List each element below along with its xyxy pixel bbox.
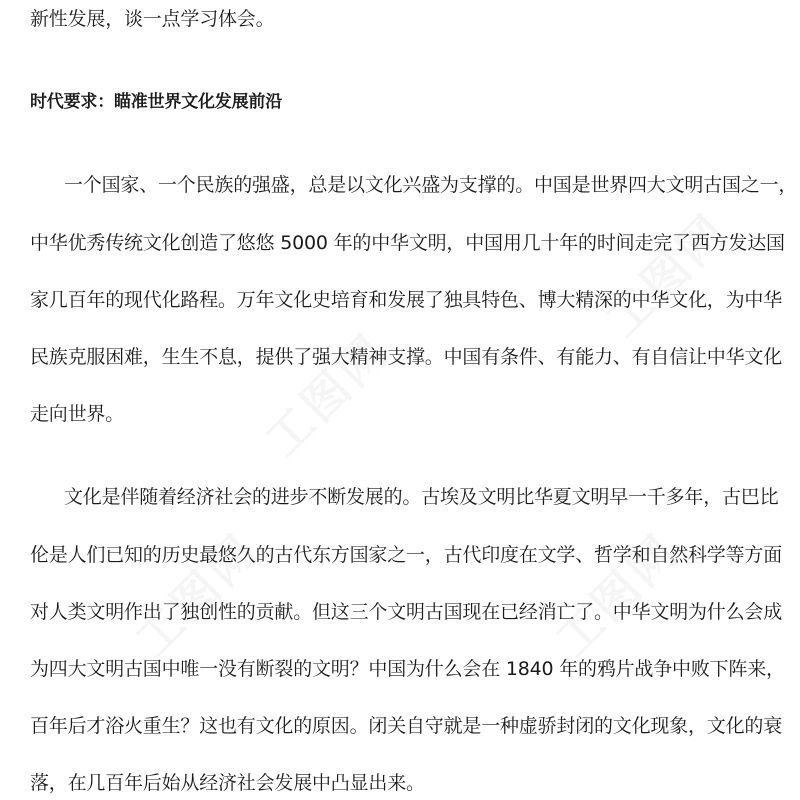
watermark: 工图网 [594,202,740,348]
paragraph-2-line: 伦是人们已知的历史最悠久的古代东方国家之一，古代印度在文学、哲学和自然科学等方面 [30,544,783,566]
watermark: 工图网 [254,322,400,468]
paragraph-2-line: 百年后才浴火重生？这也有文化的原因。闭关自守就是一种虚骄封闭的文化现象，文化的衰 [30,715,783,737]
watermark: 工图网 [124,522,270,668]
paragraph-2-line: 对人类文明作出了独创性的贡献。但这三个文明古国现在已经消亡了。中华文明为什么会成 [30,601,783,623]
paragraph-1-line: 一个国家、一个民族的强盛，总是以文化兴盛为支撑的。中国是世界四大文明古国之一， [64,174,798,196]
intro-tail-line: 新性发展，谈一点学习体会。 [30,8,275,30]
paragraph-2-line: 落，在几百年后始从经济社会发展中凸显出来。 [30,772,425,794]
paragraph-1-line: 家几百年的现代化路程。万年文化史培育和发展了独具特色、博大精深的中华文化，为中华 [30,289,783,311]
section-heading: 时代要求：瞄准世界文化发展前沿 [30,92,282,112]
paragraph-2-line: 为四大文明古国中唯一没有断裂的文明？中国为什么会在 1840 年的鸦片战争中败下阵来， [30,658,785,680]
paragraph-2-line: 文化是伴随着经济社会的进步不断发展的。古埃及文明比华夏文明早一千多年，古巴比 [64,486,779,508]
paragraph-1-line: 民族克服困难，生生不息，提供了强大精神支撑。中国有条件、有能力、有自信让中华文化 [30,346,783,368]
watermark: 工图网 [544,522,690,668]
paragraph-1-line: 中华优秀传统文化创造了悠悠 5000 年的中华文明，中国用几十年的时间走完了西方发达国 [30,232,785,254]
paragraph-1-line: 走向世界。 [30,403,125,425]
